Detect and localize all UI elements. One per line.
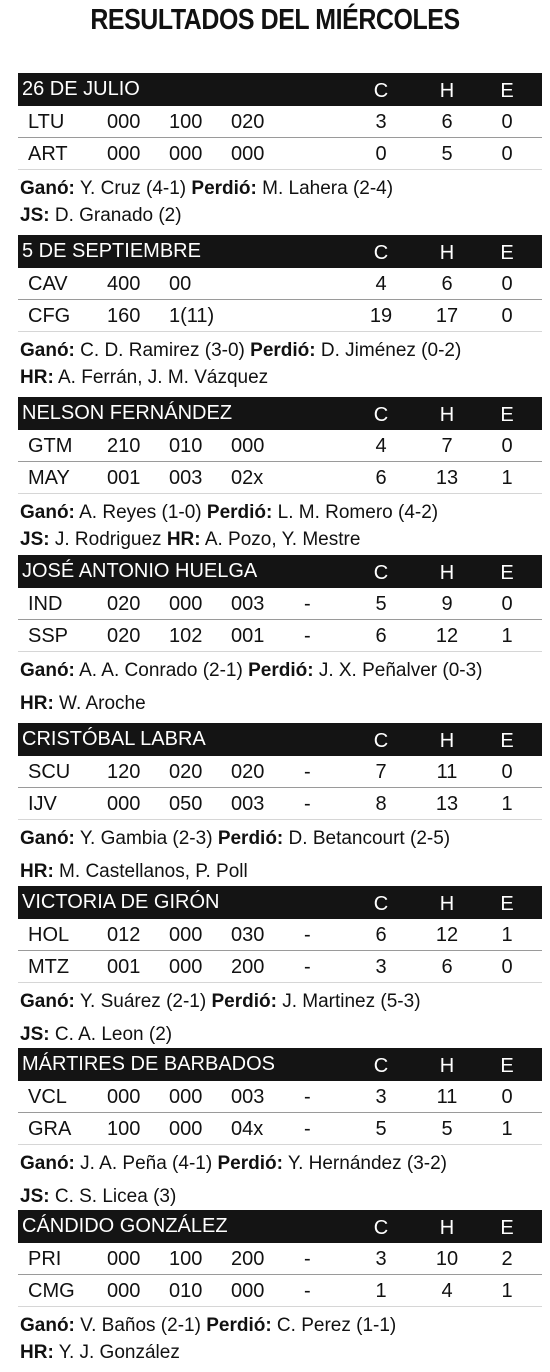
game-notes [18,658,542,716]
runs-value: 19 [369,305,393,327]
note-key: Ganó: [20,340,75,361]
hits-value: 6 [441,273,453,295]
note-value: J. Martinez (5-3) [276,991,421,1012]
innings-4-6: 1(11) [169,305,215,327]
row-dash: - [304,1118,311,1140]
runs-value: 4 [375,435,387,457]
note-key: HR: [20,367,54,388]
team-code: CAV [28,273,68,295]
note-value: J. Rodriguez [49,529,167,550]
col-header-c: C [373,80,389,102]
note-key: Perdió: [191,178,257,199]
game-block [18,1210,542,1365]
col-header-e: E [500,1217,514,1239]
note-key: HR: [20,861,54,882]
note-line [20,1313,542,1338]
note-value: Y. J. González [53,1342,180,1363]
runs-value: 6 [375,467,387,489]
game-notes [18,500,542,552]
score-row [18,919,542,951]
note-key: JS: [20,529,50,550]
venue-name: 26 DE JULIO [22,78,140,100]
team-code: CMG [28,1280,75,1302]
errors-value: 1 [501,924,513,946]
innings-7-9: 200 [231,956,265,978]
errors-value: 0 [501,111,513,133]
col-header-e: E [500,562,514,584]
game-block [18,1048,542,1209]
runs-value: 3 [375,1248,387,1270]
note-line [20,203,542,228]
note-line [20,1151,542,1176]
innings-1-3: 000 [107,793,141,815]
game-header [18,397,542,430]
col-header-h: H [439,893,455,915]
row-dash: - [304,1086,311,1108]
team-code: CFG [28,305,71,327]
note-key: HR: [166,529,201,550]
innings-1-3: 001 [107,956,141,978]
innings-7-9: 000 [231,1280,265,1302]
innings-1-3: 020 [107,625,141,647]
game-header [18,886,542,919]
note-value: M. Lahera (2-4) [256,178,394,199]
note-key: HR: [20,693,54,714]
note-key: Ganó: [20,178,75,199]
errors-value: 2 [501,1248,513,1270]
col-header-h: H [439,1217,455,1239]
note-key: Perdió: [250,340,316,361]
row-dash: - [304,793,311,815]
note-value: C. D. Ramirez (3-0) [74,340,251,361]
note-key: Perdió: [248,660,314,681]
score-row [18,788,542,820]
row-dash: - [304,924,311,946]
col-header-e: E [500,80,514,102]
errors-value: 0 [501,435,513,457]
hits-value: 5 [441,1118,453,1140]
note-key: Ganó: [20,991,75,1012]
col-header-h: H [439,562,455,584]
col-header-h: H [439,1055,455,1077]
team-code: IJV [28,793,57,815]
hits-value: 13 [435,793,459,815]
col-header-h: H [439,242,455,264]
errors-value: 0 [501,273,513,295]
venue-name: JOSÉ ANTONIO HUELGA [22,560,258,582]
innings-1-3: 000 [107,1248,141,1270]
note-key: JS: [20,1186,50,1207]
note-line [20,365,542,390]
team-code: GTM [28,435,73,457]
game-notes [18,1151,542,1209]
note-value: D. Granado (2) [49,205,182,226]
score-row [18,756,542,788]
team-code: SCU [28,761,71,783]
row-dash: - [304,1248,311,1270]
score-row [18,1243,542,1275]
col-header-e: E [500,730,514,752]
note-key: Perdió: [206,1315,272,1336]
note-key: Ganó: [20,1315,75,1336]
innings-7-9: 003 [231,793,265,815]
note-line [20,859,542,884]
note-value: V. Baños (2-1) [74,1315,207,1336]
hits-value: 6 [441,111,453,133]
game-block [18,235,542,390]
game-header [18,1210,542,1243]
runs-value: 6 [375,924,387,946]
note-line [20,691,542,716]
note-value: A. Ferrán, J. M. Vázquez [53,367,269,388]
note-key: JS: [20,1024,50,1045]
note-value: C. Perez (1-1) [271,1315,397,1336]
note-value: D. Betancourt (2-5) [283,828,451,849]
innings-4-6: 100 [169,1248,203,1270]
team-code: SSP [28,625,69,647]
hits-value: 12 [435,924,459,946]
note-value: A. Reyes (1-0) [74,502,207,523]
venue-name: MÁRTIRES DE BARBADOS [22,1053,276,1075]
innings-1-3: 000 [107,1280,141,1302]
note-value: J. X. Peñalver (0-3) [313,660,483,681]
innings-4-6: 003 [169,467,203,489]
game-header [18,235,542,268]
note-value: M. Castellanos, P. Poll [53,861,248,882]
score-row [18,1113,542,1145]
team-code: ART [28,143,68,165]
hits-value: 10 [435,1248,459,1270]
note-value: C. S. Licea (3) [49,1186,177,1207]
note-key: HR: [20,1342,54,1363]
note-value: Y. Suárez (2-1) [74,991,212,1012]
errors-value: 1 [501,467,513,489]
note-key: JS: [20,205,50,226]
hits-value: 4 [441,1280,453,1302]
note-key: Perdió: [211,991,277,1012]
note-line [20,658,542,683]
errors-value: 0 [501,305,513,327]
venue-name: NELSON FERNÁNDEZ [22,402,233,424]
col-header-c: C [373,562,389,584]
note-value: L. M. Romero (4-2) [272,502,439,523]
note-value: W. Aroche [53,693,146,714]
note-value: A. A. Conrado (2-1) [74,660,249,681]
runs-value: 4 [375,273,387,295]
runs-value: 3 [375,111,387,133]
errors-value: 1 [501,625,513,647]
game-notes [18,176,542,228]
runs-value: 7 [375,761,387,783]
col-header-e: E [500,1055,514,1077]
errors-value: 1 [501,1280,513,1302]
team-code: MAY [28,467,70,489]
note-line [20,527,542,552]
team-code: PRI [28,1248,62,1270]
col-header-c: C [373,404,389,426]
innings-1-3: 400 [107,273,141,295]
innings-1-3: 012 [107,924,141,946]
innings-7-9: 020 [231,761,265,783]
innings-4-6: 00 [169,273,192,295]
note-value: Y. Gambia (2-3) [74,828,218,849]
note-value: D. Jiménez (0-2) [315,340,462,361]
innings-7-9: 04x [231,1118,264,1140]
note-value: A. Pozo, Y. Mestre [200,529,361,550]
errors-value: 0 [501,956,513,978]
note-line [20,500,542,525]
innings-1-3: 210 [107,435,141,457]
row-dash: - [304,1280,311,1302]
note-key: Ganó: [20,1153,75,1174]
innings-4-6: 000 [169,956,203,978]
col-header-c: C [373,1217,389,1239]
hits-value: 6 [441,956,453,978]
innings-1-3: 100 [107,1118,141,1140]
game-block [18,886,542,1047]
game-block [18,555,542,716]
errors-value: 0 [501,593,513,615]
col-header-h: H [439,404,455,426]
game-header [18,555,542,588]
runs-value: 3 [375,1086,387,1108]
runs-value: 0 [375,143,387,165]
errors-value: 0 [501,761,513,783]
game-notes [18,826,542,884]
note-key: Ganó: [20,828,75,849]
venue-name: 5 DE SEPTIEMBRE [22,240,201,262]
col-header-c: C [373,1055,389,1077]
innings-4-6: 000 [169,1118,203,1140]
innings-7-9: 030 [231,924,265,946]
runs-value: 8 [375,793,387,815]
team-code: MTZ [28,956,70,978]
errors-value: 1 [501,1118,513,1140]
note-key: Ganó: [20,502,75,523]
innings-7-9: 02x [231,467,264,489]
score-row [18,620,542,652]
game-notes [18,989,542,1047]
team-code: GRA [28,1118,72,1140]
game-header [18,1048,542,1081]
game-notes [18,1313,542,1365]
innings-4-6: 000 [169,593,203,615]
note-line [20,1340,542,1365]
score-row [18,1275,542,1307]
runs-value: 5 [375,593,387,615]
hits-value: 12 [435,625,459,647]
innings-7-9: 000 [231,435,265,457]
note-line [20,176,542,201]
note-value: Y. Cruz (4-1) [74,178,192,199]
page-title: RESULTADOS DEL MIÉRCOLES [90,4,460,36]
note-line [20,338,542,363]
innings-4-6: 100 [169,111,203,133]
hits-value: 11 [436,1086,458,1108]
col-header-e: E [500,404,514,426]
score-row [18,106,542,138]
row-dash: - [304,956,311,978]
col-header-h: H [439,730,455,752]
game-block [18,397,542,552]
team-code: LTU [28,111,65,133]
note-value: Y. Hernández (3-2) [282,1153,447,1174]
innings-4-6: 010 [169,435,203,457]
col-header-c: C [373,242,389,264]
row-dash: - [304,593,311,615]
innings-7-9: 003 [231,593,265,615]
venue-name: CRISTÓBAL LABRA [22,728,206,750]
game-header [18,723,542,756]
innings-4-6: 010 [169,1280,203,1302]
innings-7-9: 200 [231,1248,265,1270]
game-block [18,723,542,884]
team-code: IND [28,593,63,615]
innings-4-6: 102 [169,625,203,647]
hits-value: 9 [441,593,453,615]
errors-value: 1 [501,793,513,815]
game-notes [18,338,542,390]
note-line [20,826,542,851]
col-header-c: C [373,893,389,915]
note-line [20,1184,542,1209]
innings-1-3: 000 [107,143,141,165]
note-value: J. A. Peña (4-1) [74,1153,218,1174]
innings-7-9: 020 [231,111,265,133]
errors-value: 0 [501,143,513,165]
note-line [20,989,542,1014]
innings-1-3: 020 [107,593,141,615]
col-header-c: C [373,730,389,752]
innings-4-6: 000 [169,1086,203,1108]
innings-1-3: 001 [107,467,141,489]
score-row [18,300,542,332]
row-dash: - [304,625,311,647]
col-header-h: H [439,80,455,102]
runs-value: 1 [375,1280,387,1302]
score-row [18,138,542,170]
venue-name: VICTORIA DE GIRÓN [22,891,220,913]
runs-value: 3 [375,956,387,978]
innings-7-9: 001 [231,625,265,647]
score-row [18,462,542,494]
hits-value: 13 [435,467,459,489]
innings-4-6: 050 [169,793,203,815]
score-row [18,588,542,620]
note-key: Perdió: [217,1153,283,1174]
team-code: VCL [28,1086,67,1108]
score-row [18,430,542,462]
venue-name: CÁNDIDO GONZÁLEZ [22,1215,228,1237]
note-key: Perdió: [206,502,273,523]
errors-value: 0 [501,1086,513,1108]
row-dash: - [304,761,311,783]
innings-4-6: 020 [169,761,203,783]
innings-7-9: 003 [231,1086,265,1108]
col-header-e: E [500,893,514,915]
note-key: Ganó: [20,660,75,681]
game-header [18,73,542,106]
hits-value: 17 [435,305,459,327]
score-row [18,268,542,300]
hits-value: 5 [441,143,453,165]
runs-value: 6 [375,625,387,647]
hits-value: 7 [441,435,453,457]
runs-value: 5 [375,1118,387,1140]
score-row [18,951,542,983]
innings-1-3: 000 [107,1086,141,1108]
note-line [20,1022,542,1047]
team-code: HOL [28,924,70,946]
game-block [18,73,542,228]
innings-1-3: 120 [107,761,141,783]
score-row [18,1081,542,1113]
innings-7-9: 000 [231,143,265,165]
note-key: Perdió: [217,828,284,849]
note-value: C. A. Leon (2) [49,1024,173,1045]
innings-1-3: 000 [107,111,141,133]
innings-1-3: 160 [107,305,141,327]
innings-4-6: 000 [169,143,203,165]
innings-4-6: 000 [169,924,203,946]
hits-value: 11 [436,761,458,783]
col-header-e: E [500,242,514,264]
